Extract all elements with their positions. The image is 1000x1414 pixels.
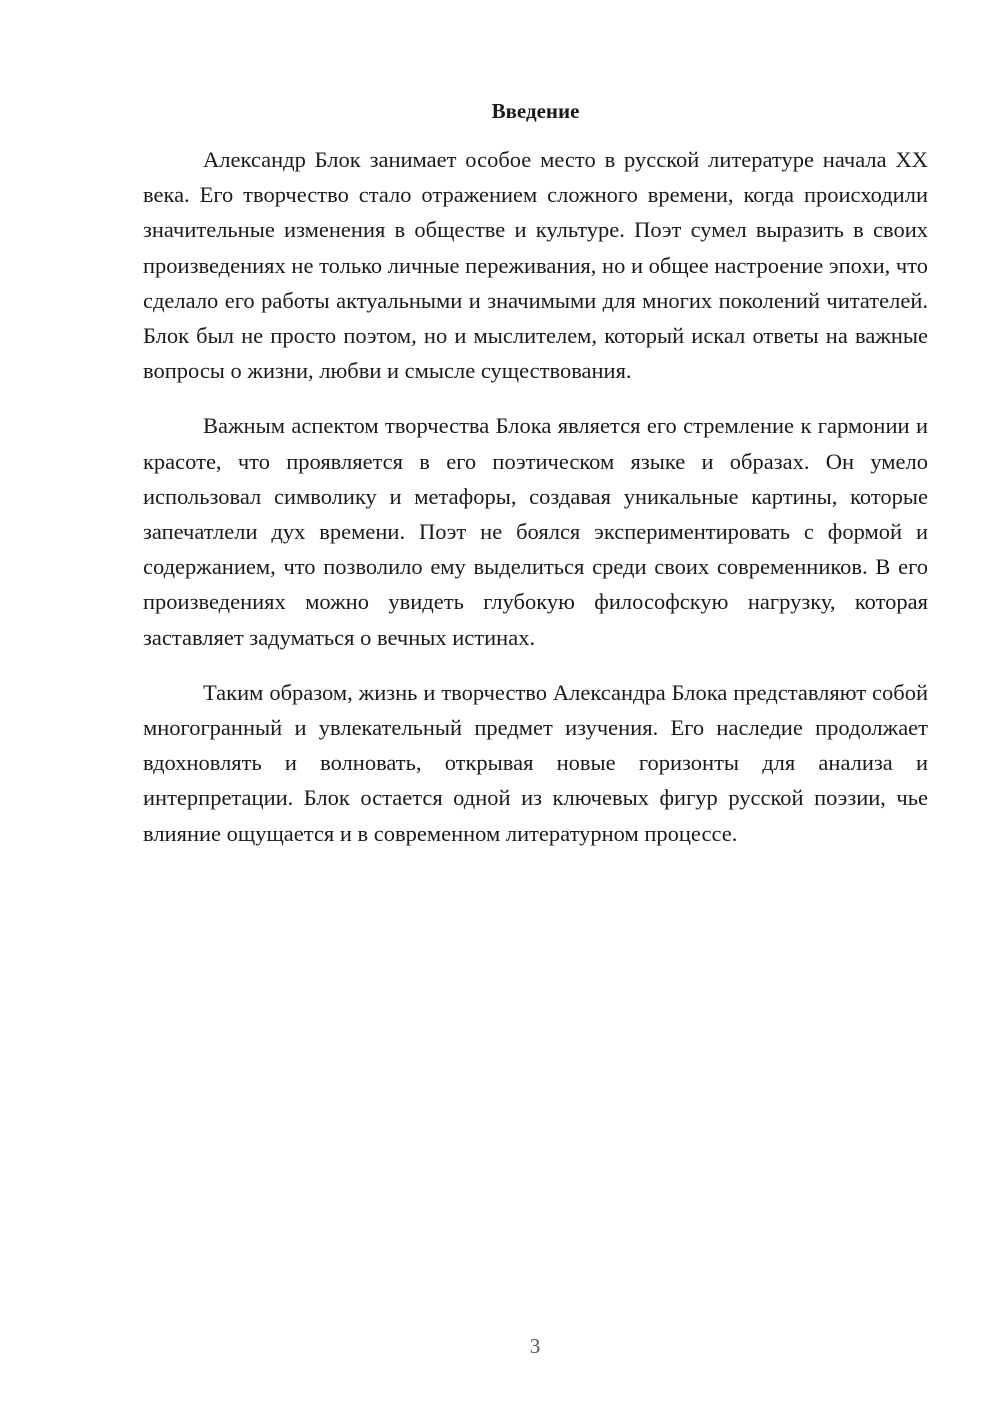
paragraph-3: Таким образом, жизнь и творчество Александра Блока представляют собой многогранный и увлекательный предмет изучения. Его наследие продолжает вдохновлять и волновать, открывая новые горизонты для анализа и интерпретации. Блок остается одной из ключевых фигур русской поэзии, чье влияние ощущается и в современном литературном процессе.: [143, 679, 928, 846]
page-title: Введение: [491, 99, 580, 123]
page-number: 3: [529, 1334, 541, 1358]
paragraph-2: Важным аспектом творчества Блока является его стремление к гармонии и красоте, что проявляется в его поэтическом языке и образах. Он умело использовал символику и метафоры, создавая уникальные картины, которые запечатлели дух времени. Поэт не боялся экспериментировать с формой и содержанием, что позволило ему выделиться среди своих современников. В его произведениях можно увидеть глубокую философскую нагрузку, которая заставляет задуматься о вечных истинах.: [143, 413, 928, 650]
paragraph-1: Александр Блок занимает особое место в русской литературе начала XX века. Его творчество стало отражением сложного времени, когда происходили значительные изменения в обществе и культуре. Поэт сумел выразить в своих произведениях не только личные переживания, но и общее настроение эпохи, что сделало его работы актуальными и значимыми для многих поколений читателей. Блок был не просто поэтом, но и мыслителем, который искал ответы на важные вопросы о жизни, любви и смысле существования.: [143, 147, 928, 384]
document-body: [143, 142, 928, 851]
